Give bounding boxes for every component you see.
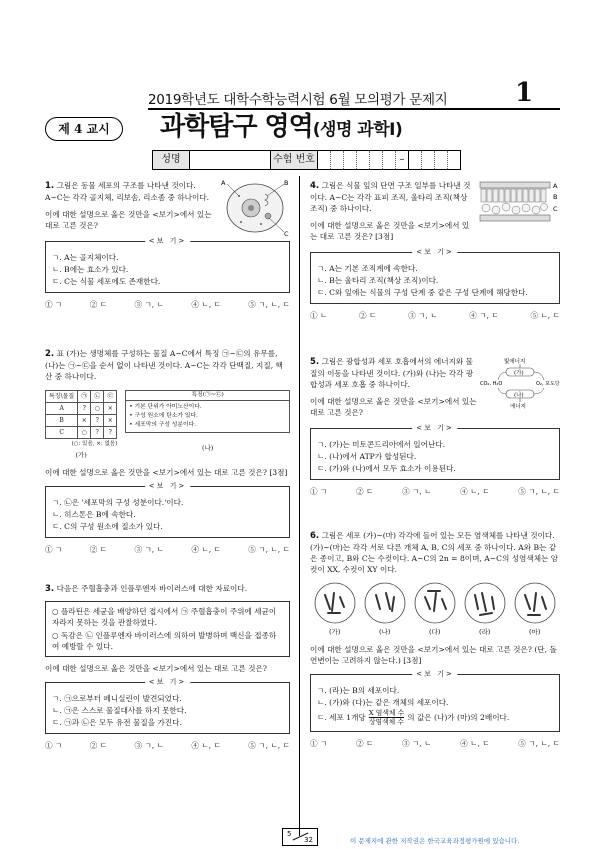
- answer-choice[interactable]: ② ㄷ: [359, 311, 377, 320]
- answer-choice[interactable]: ② ㄷ: [89, 545, 108, 554]
- example-box-caption: <보 기>: [412, 669, 457, 680]
- example-item: ㄴ. 히스톤은 B에 속한다.: [52, 510, 136, 519]
- example-box-caption: <보 기>: [412, 247, 457, 258]
- question-6-text: [310, 530, 560, 575]
- table-caption-ga: (가): [75, 451, 87, 459]
- exam-no-digit[interactable]: [422, 151, 435, 169]
- question-6-number: 6.: [310, 531, 320, 541]
- cell-caption: (가): [329, 628, 341, 636]
- example-item: ㄱ. ㉠으로부터 페니실린이 발견되었다.: [52, 694, 182, 703]
- cell-label-c: C: [284, 230, 289, 236]
- question-1-number: 1.: [45, 181, 55, 191]
- answer-choice[interactable]: ⑤ ㄴ, ㄷ: [530, 311, 560, 320]
- feature-list-item: • 구성 원소에 탄소가 있다.: [129, 413, 198, 419]
- fraction-denominator: 상염색체 수: [368, 718, 404, 726]
- subject-title-sub: (생명 과학Ⅰ): [312, 120, 403, 140]
- question-1-ask: 이에 대한 설명으로 옳은 것만을 <보기>에서 있는 대로 고른 것은?: [45, 210, 212, 230]
- answer-choice[interactable]: ② ㄷ: [89, 741, 108, 750]
- flow-top-label: 빛에너지: [504, 359, 526, 365]
- resource-line: ○ 독감은 ㉡ 인플루엔자 바이러스에 의하여 발병하며 백신을 접종하여 예방할 수 있다.: [52, 631, 277, 651]
- example-item: [317, 709, 553, 726]
- exam-no-dash: –: [396, 151, 409, 169]
- question-3-number: 3.: [45, 584, 55, 594]
- example-item: ㄱ. A는 기본 조직계에 속한다.: [317, 264, 418, 273]
- candidate-id-row: [152, 150, 461, 170]
- answer-choice[interactable]: ④ ㄴ, ㄷ: [191, 741, 221, 750]
- subject-title: [160, 106, 402, 143]
- answer-choice[interactable]: ③ ㄱ, ㄴ: [401, 739, 432, 748]
- example-item: ㄴ. B는 울타리 조직(책상 조직)이다.: [317, 276, 439, 285]
- example-item: ㄱ. (가)는 미토콘드리아에서 일어난다.: [317, 440, 446, 449]
- question-3-example-box: [45, 678, 290, 734]
- answer-choice[interactable]: ⑤ ㄱ, ㄴ, ㄷ: [518, 739, 560, 748]
- cell-label-b: B: [284, 179, 289, 187]
- question-5-number: 5.: [310, 357, 320, 367]
- example-box-caption: <보 기>: [145, 236, 190, 247]
- feature-list-item: • 세포막의 구성 성분이다.: [129, 422, 197, 428]
- exam-no-digit[interactable]: [331, 151, 344, 169]
- example-item: ㄷ. ㉠과 ㉡은 모두 유전 물질을 가진다.: [52, 718, 182, 727]
- question-5-ask: 이에 대한 설명으로 옳은 것만을 <보기>에서 있는 대로 고른 것은?: [310, 397, 477, 417]
- question-3-ask: 이에 대한 설명으로 옳은 것만을 <보기>에서 있는 대로 고른 것은?: [45, 664, 267, 673]
- chromosome-cells-figure: [310, 579, 560, 637]
- exam-no-digit[interactable]: [409, 151, 422, 169]
- question-3-stem: 다음은 주혈흡충과 인플루엔자 바이러스에 대한 자료이다.: [56, 584, 248, 593]
- question-2-stem: 표 (가)는 생명체를 구성하는 물질 A~C에서 특징 ㉠~㉢의 유무를, (나)는 ㉠~㉢을 순서 없이 나타낸 것이다. A~C는 각각 단백질, 지질, 핵산 중 하나이다.: [45, 349, 283, 381]
- leaf-label-b: B: [553, 193, 558, 201]
- question-4-example-box: [310, 248, 560, 304]
- question-3-resource-box: [45, 601, 290, 657]
- question-1-stem: 그림은 동물 세포의 구조를 나타낸 것이다. A~C는 각각 골지체, 리보솜, 리소좀 중 하나이다.: [45, 181, 210, 202]
- leaf-section-figure: [478, 180, 560, 224]
- table-cell: ?: [91, 415, 104, 427]
- answer-choice[interactable]: ④ ㄱ, ㄷ: [469, 311, 499, 320]
- question-4: [310, 180, 560, 321]
- cell-caption: (마): [529, 628, 541, 636]
- fraction: [369, 709, 404, 726]
- feature-list-header: 특징(㉠~㉢): [126, 391, 289, 401]
- question-3-choices: [45, 740, 290, 751]
- example-item: ㄱ. ㉡은 '세포막의 구성 성분이다.'이다.: [52, 498, 184, 507]
- answer-choice[interactable]: ④ ㄴ, ㄷ: [191, 545, 221, 554]
- question-1: [45, 180, 290, 310]
- question-2-number: 2.: [45, 349, 55, 359]
- question-2-text: [45, 348, 290, 382]
- fraction-numerator: X 염색체 수: [368, 709, 405, 717]
- answer-choice[interactable]: ③ ㄱ, ㄴ: [408, 311, 438, 320]
- cell-caption: (다): [429, 628, 441, 636]
- example-item: ㄴ. (나)에서 ATP가 합성된다.: [317, 452, 417, 461]
- table-header: ㉢: [104, 391, 117, 403]
- column-divider: [299, 176, 300, 836]
- cell-label-a: A: [221, 179, 226, 187]
- question-5: [310, 356, 560, 497]
- answer-choice[interactable]: ③ ㄱ, ㄴ: [134, 300, 164, 309]
- example-item-prefix: ㄷ. 세포 1개당: [317, 713, 366, 722]
- example-box-caption: <보 기>: [412, 423, 457, 434]
- exam-title: 2019학년도 대학수학능력시험 6월 모의평가 문제지: [148, 92, 448, 108]
- example-item: ㄷ. C와 잎에는 식물의 구성 단계 중 같은 구성 단계에 해당한다.: [317, 288, 528, 297]
- flow-right-label: O₂, 포도당: [536, 381, 560, 387]
- question-6-example-box: [310, 670, 560, 732]
- table-caption-na: (나): [201, 444, 214, 452]
- exam-no-digit[interactable]: [448, 151, 460, 169]
- example-item: ㄷ. C는 식물 세포에도 존재한다.: [52, 277, 161, 286]
- answer-choice[interactable]: ① ㄱ: [310, 487, 328, 496]
- question-5-example-box: [310, 424, 560, 480]
- name-field[interactable]: [190, 151, 271, 169]
- example-item: ㄱ. (라)는 B의 세포이다.: [317, 686, 400, 695]
- exam-no-digit[interactable]: [370, 151, 383, 169]
- flow-left-label: CO₂, H₂O: [480, 381, 503, 387]
- question-2-choices: [45, 544, 290, 555]
- question-6-choices: [310, 738, 560, 749]
- question-4-choices: [310, 310, 560, 321]
- table-cell: ?: [78, 403, 91, 415]
- question-1-example-box: [45, 237, 290, 293]
- table-header: ㉡: [91, 391, 104, 403]
- answer-choice[interactable]: ⑤ ㄱ, ㄴ, ㄷ: [248, 741, 290, 750]
- question-4-number: 4.: [310, 181, 320, 191]
- table-cell: ○: [91, 403, 104, 415]
- answer-choice[interactable]: ④ ㄴ, ㄷ: [460, 487, 490, 496]
- table-cell: ?: [104, 427, 117, 439]
- feature-list-item: • 기본 단위가 아미노산이다.: [129, 404, 202, 410]
- answer-choice[interactable]: ② ㄷ: [89, 300, 108, 309]
- flow-bottom-label: 에너지: [510, 404, 526, 410]
- answer-choice[interactable]: ① ㄱ: [45, 545, 63, 554]
- table-cell: ○: [78, 427, 91, 439]
- page-number: 1: [515, 78, 534, 108]
- exam-no-digit[interactable]: [357, 151, 370, 169]
- table-header: ㉠: [78, 391, 91, 403]
- example-item: ㄷ. C의 구성 원소에 질소가 있다.: [52, 522, 163, 531]
- question-2: [45, 348, 290, 555]
- example-box-caption: <보 기>: [145, 677, 190, 688]
- name-label: 성명: [153, 151, 190, 169]
- feature-table: [45, 390, 117, 439]
- table-note: (○: 있음, ×: 없음): [71, 441, 118, 447]
- resource-line: ○ 플라틴은 세균을 배양하던 접시에서 ㉠ 주혈흡충이 주위에 세균이 자라지 못하는 것을 관찰하였다.: [52, 607, 277, 627]
- exam-no-digit[interactable]: [318, 151, 331, 169]
- answer-choice[interactable]: ① ㄱ: [310, 739, 328, 748]
- answer-choice[interactable]: ③ ㄱ, ㄴ: [401, 487, 432, 496]
- flow-label-na: (나): [514, 392, 524, 399]
- question-3: [45, 583, 290, 751]
- question-6: [310, 530, 560, 749]
- question-5-stem: 그림은 광합성과 세포 호흡에서의 에너지와 물질의 이동을 나타낸 것이다. (가)와 (나)는 각각 광합성과 세포 호흡 중 하나이다.: [310, 357, 474, 389]
- table-cell: B: [46, 415, 78, 427]
- question-1-choices: [45, 299, 290, 310]
- table-cell: ×: [78, 415, 91, 427]
- feature-list-box: [125, 390, 290, 433]
- answer-choice[interactable]: ① ㄴ: [310, 311, 328, 320]
- question-5-choices: [310, 486, 560, 497]
- question-3-text: [45, 583, 290, 595]
- sheet-number: [282, 828, 318, 846]
- cell-caption: (나): [379, 628, 391, 636]
- table-ga: [45, 390, 117, 461]
- table-na: [125, 390, 290, 454]
- answer-choice[interactable]: ④ ㄴ, ㄷ: [191, 300, 221, 309]
- exam-no-label: 수험 번호: [271, 151, 318, 169]
- question-4-ask: 이에 대한 설명으로 옳은 것만을 <보기>에서 있는 대로 고른 것은? [3점]: [310, 221, 470, 241]
- table-cell: ×: [104, 403, 117, 415]
- table-cell: ?: [91, 427, 104, 439]
- example-item: ㄴ. (가)와 (다)는 같은 개체의 세포이다.: [317, 698, 449, 707]
- table-header: 특징\물질: [46, 391, 78, 403]
- question-6-stem: 그림은 세포 (가)~(마) 각각에 들어 있는 모든 염색체를 나타낸 것이다. (가)~(마)는 각각 서로 다른 개체 A, B, C의 세포 중 하나이다. A와 B는 같은 종이고, B와 C는 수컷이다. A~C의 2n = 8이며, A~C의 성염색체는 암컷이 XX, 수컷이 XY 이다.: [310, 531, 559, 574]
- answer-choice[interactable]: ⑤ ㄱ, ㄴ, ㄷ: [248, 300, 290, 309]
- question-5-text: [310, 356, 478, 390]
- sheet-total: 32: [304, 836, 313, 844]
- question-2-ask: 이에 대한 설명으로 옳은 것만을 <보기>에서 있는 대로 고른 것은? [3점]: [45, 468, 288, 477]
- answer-choice[interactable]: ④ ㄴ, ㄷ: [460, 739, 490, 748]
- answer-choice[interactable]: ③ ㄱ, ㄴ: [134, 741, 164, 750]
- answer-choice[interactable]: ① ㄱ: [45, 300, 63, 309]
- subject-title-main: 과학탐구 영역: [160, 112, 313, 142]
- question-4-text: [310, 180, 472, 214]
- table-cell: C: [46, 427, 78, 439]
- example-item: ㄷ. (가)와 (나)에서 모두 효소가 이용된다.: [317, 464, 456, 473]
- exam-no-digit[interactable]: [435, 151, 448, 169]
- answer-choice[interactable]: ⑤ ㄱ, ㄴ, ㄷ: [248, 545, 290, 554]
- example-item-suffix: 의 값은 (나)가 (마)의 2배이다.: [407, 713, 510, 722]
- answer-choice[interactable]: ③ ㄱ, ㄴ: [134, 545, 164, 554]
- exam-no-digit[interactable]: [344, 151, 357, 169]
- flow-label-ga: (가): [514, 370, 524, 377]
- answer-choice[interactable]: ② ㄷ: [355, 739, 374, 748]
- example-box-caption: <보 기>: [145, 481, 190, 492]
- animal-cell-figure: [221, 178, 291, 236]
- table-cell: A: [46, 403, 78, 415]
- example-item: ㄴ. ㉠은 스스로 물질대사를 하지 못한다.: [52, 706, 187, 715]
- question-1-text: [45, 180, 213, 203]
- question-2-example-box: [45, 482, 290, 538]
- copyright-notice: 이 문제지에 관한 저작권은 한국교육과정평가원에 있습니다.: [350, 837, 520, 845]
- leaf-label-a: A: [553, 182, 558, 190]
- energy-flow-figure: [480, 356, 562, 416]
- answer-choice[interactable]: ① ㄱ: [45, 741, 63, 750]
- question-6-ask: 이에 대한 설명으로 옳은 것만을 <보기>에서 있는 대로 고른 것은? (단, 돌연변이는 고려하지 않는다.) [3점]: [310, 645, 557, 665]
- period-badge: 제 4 교시: [45, 117, 123, 141]
- leaf-label-c: C: [553, 205, 558, 213]
- example-item: ㄱ. A는 골지체이다.: [52, 253, 119, 262]
- example-item: ㄴ. B에는 효소가 있다.: [52, 265, 129, 274]
- table-cell: ×: [104, 415, 117, 427]
- sheet-page: 5: [287, 830, 292, 838]
- cell-caption: (라): [479, 628, 491, 636]
- question-2-tables: [45, 390, 290, 461]
- question-4-stem: 그림은 식물 잎의 단면 구조 일부를 나타낸 것이다. A~C는 각각 표피 조직, 울타리 조직(책상 조직) 중 하나이다.: [310, 181, 471, 213]
- answer-choice[interactable]: ⑤ ㄱ, ㄴ, ㄷ: [518, 487, 560, 496]
- answer-choice[interactable]: ② ㄷ: [355, 487, 374, 496]
- exam-no-digit[interactable]: [383, 151, 396, 169]
